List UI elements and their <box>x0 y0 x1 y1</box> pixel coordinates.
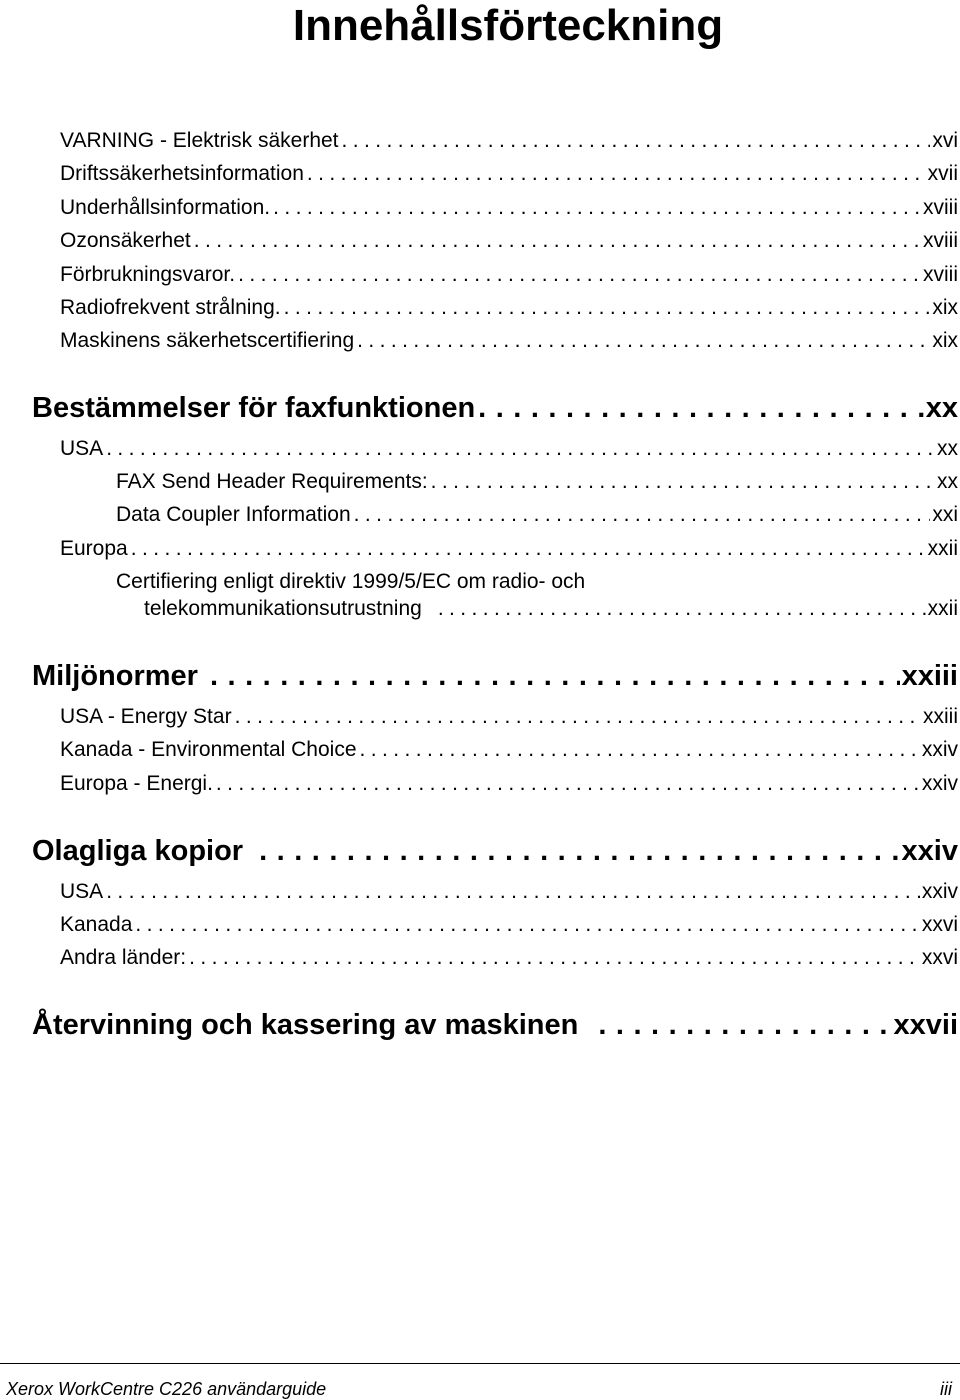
toc-entry[interactable] <box>60 703 958 731</box>
toc-section-page: xxiv <box>901 835 958 867</box>
dot-leader <box>186 944 920 972</box>
toc-entry[interactable] <box>60 160 958 188</box>
toc-entry-page: xx <box>937 437 958 460</box>
toc-entry-page: xxiv <box>921 772 958 795</box>
toc-entry[interactable] <box>60 770 958 798</box>
toc-entry-label: Förbrukningsvaror. <box>60 263 236 286</box>
toc-entry[interactable] <box>60 127 958 155</box>
dot-leader <box>422 595 926 623</box>
toc-entry-label: telekommunikationsutrustning <box>144 597 422 620</box>
toc-entry[interactable] <box>60 535 958 563</box>
toc-entry-label: Ozonsäkerhet <box>60 229 191 252</box>
toc-section-heading[interactable] <box>32 1006 958 1044</box>
dot-leader <box>128 535 926 563</box>
dot-leader <box>132 911 919 939</box>
toc-section-label: Återvinning och kassering av maskinen <box>32 1009 579 1041</box>
toc-entry-page: xviii <box>923 196 958 219</box>
toc-section-heading[interactable] <box>32 832 958 870</box>
toc-entry[interactable] <box>60 227 958 255</box>
toc-section-label: Miljönormer <box>32 660 198 692</box>
toc-entry-label: Andra länder: <box>60 946 187 969</box>
dot-leader <box>243 832 899 870</box>
dot-leader <box>357 736 920 764</box>
footer-document-name: Xerox WorkCentre C226 användarguide <box>6 1379 327 1399</box>
dot-leader <box>281 294 931 322</box>
dot-leader <box>191 227 921 255</box>
toc-entry-page: xvi <box>932 129 958 152</box>
toc-section-label: Bestämmelser för faxfunktionen <box>32 392 476 424</box>
toc-entry-label: Maskinens säkerhetscertifiering <box>60 329 355 352</box>
dot-leader <box>270 194 921 222</box>
toc-entry-page: xxi <box>932 503 958 526</box>
dot-leader <box>339 127 931 155</box>
toc-entry[interactable] <box>60 944 958 972</box>
toc-entry[interactable] <box>60 327 958 355</box>
toc-entry[interactable] <box>60 261 958 289</box>
toc-subentry[interactable] <box>116 501 958 529</box>
toc-entry-page: xviii <box>923 263 958 286</box>
toc-entry-label: USA - Energy Star <box>60 705 232 728</box>
footer-divider <box>0 1363 960 1364</box>
toc-entry-page: xxiv <box>921 738 958 761</box>
toc-entry-page: xix <box>932 296 958 319</box>
toc-section-page: xxiii <box>901 660 958 692</box>
toc-entry-label: Kanada <box>60 913 133 936</box>
dot-leader <box>351 501 931 529</box>
dot-leader <box>103 435 935 463</box>
dot-leader <box>354 327 930 355</box>
dot-leader <box>198 657 900 695</box>
footer-page-number: iii <box>940 1379 952 1399</box>
dot-leader <box>304 160 926 188</box>
toc-entry-label: Europa <box>60 537 128 560</box>
toc-entry-label: FAX Send Header Requirements: <box>116 470 428 493</box>
toc-entry-page: xx <box>937 470 958 493</box>
toc-subentry[interactable] <box>116 468 958 496</box>
dot-leader <box>213 770 920 798</box>
toc-entry-page: xxvi <box>921 946 958 969</box>
toc-section-page: xx <box>925 392 958 424</box>
toc-entry-label: Radiofrekvent strålning. <box>60 296 281 319</box>
page-title: Innehållsförteckning <box>292 1 724 50</box>
toc-entry-label: Europa - Energi. <box>60 772 213 795</box>
toc-entry-label: Data Coupler Information <box>116 503 351 526</box>
toc-entry[interactable] <box>60 911 958 939</box>
toc-entry[interactable] <box>60 294 958 322</box>
toc-entry-page: xxvi <box>921 913 958 936</box>
dot-leader <box>475 389 924 427</box>
toc-entry-label: Driftssäkerhetsinformation <box>60 162 304 185</box>
toc-section-page: xxvii <box>893 1009 958 1041</box>
toc-entry[interactable] <box>60 736 958 764</box>
toc-entry-label: VARNING - Elektrisk säkerhet <box>60 129 339 152</box>
toc-entry-page: xxiii <box>923 705 958 728</box>
toc-entry-label: Kanada - Environmental Choice <box>60 738 357 761</box>
toc-entry-label: Underhållsinformation. <box>60 196 271 219</box>
toc-entry-page: xxii <box>927 537 958 560</box>
toc-subentry-line1[interactable]: Certifiering enligt direktiv 1999/5/EC om radio- och <box>116 570 586 593</box>
toc-entry-page: xix <box>932 329 958 352</box>
dot-leader <box>232 703 921 731</box>
toc-entry[interactable] <box>60 194 958 222</box>
toc-entry-label: USA <box>60 437 104 460</box>
toc-entry[interactable] <box>60 435 958 463</box>
toc-section-heading[interactable] <box>32 657 958 695</box>
dot-leader <box>578 1006 891 1044</box>
toc-entry-page: xxii <box>927 597 958 620</box>
toc-section-label: Olagliga kopior <box>32 835 244 867</box>
toc-entry-page: xxiv <box>921 880 958 903</box>
toc-entry-page: xviii <box>923 229 958 252</box>
toc-entry[interactable] <box>60 878 958 906</box>
toc-entry-page: xvii <box>927 162 958 185</box>
dot-leader <box>235 261 921 289</box>
dot-leader <box>428 468 935 496</box>
toc-subentry[interactable] <box>144 595 958 623</box>
toc-section-heading[interactable] <box>32 389 958 427</box>
dot-leader <box>103 878 920 906</box>
toc-entry-label: USA <box>60 880 104 903</box>
